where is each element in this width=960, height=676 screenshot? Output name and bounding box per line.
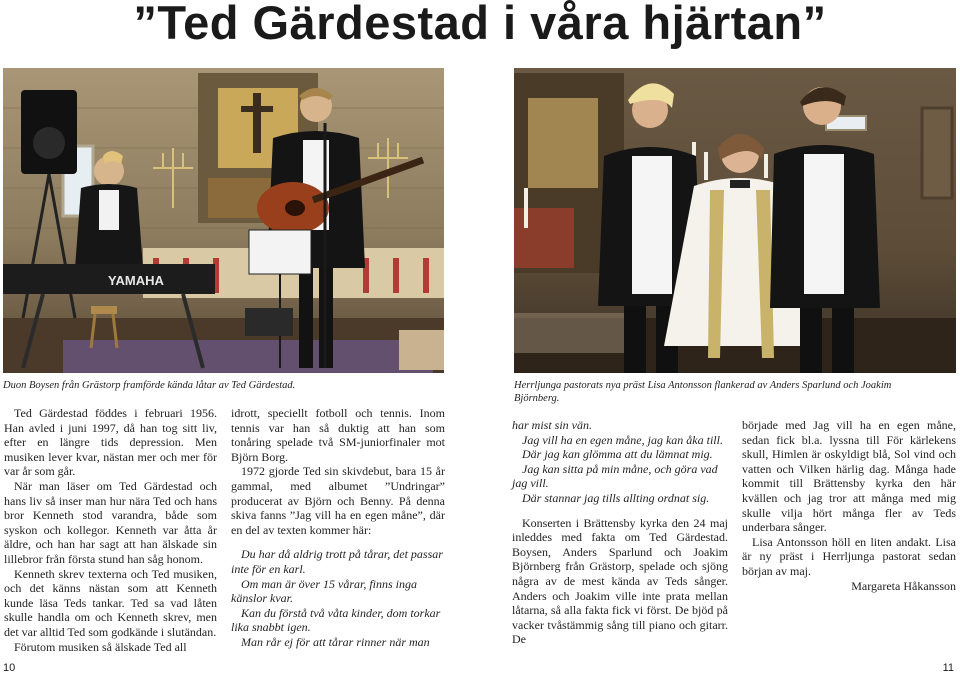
text-column-4 [742, 418, 956, 593]
paragraph: började med Jag vill ha en egen måne, sedan fick bl.a. lyssna till För kärlekens skull, Himlen är oskyldigt blå, Sol vind och vatten och Vilken härlig dag. Många hade kommit till Brättensby kyrka den här kvällen och jag tror att många med mig skulle vilja hört många fler av Teds underbara sånger. [742, 418, 956, 535]
paragraph: Kenneth skrev texterna och Ted musiken, och det känns nästan som att Kenneth kunde läsa Teds tankar. Ted sa vad låten skulle handla om och Kenneth skrev, men det var alltid Ted som godkände i slutändan. [4, 566, 217, 639]
text-column-2 [231, 406, 445, 650]
paragraph: Ted Gärdestad föddes i februari 1956. Han avled i juni 1997, då han tog sitt liv, efter en längre tids depression. Men musiken lever kvar, nästan mer och mer för var år som går. [4, 406, 217, 479]
lyric-line: Där stannar jag tills allting ordnat sig. [522, 490, 710, 505]
photo-caption-left: Duon Boysen från Grästorp framförde kända låtar av Ted Gärdestad. [3, 380, 296, 391]
lyric-line: Kan du förstå två våta kinder, dom torkar lika snabbt igen. [231, 605, 441, 635]
page-headline: ”Ted Gärdestad i våra hjärtan” [133, 0, 827, 49]
lyric-line: Där jag kan glömma att du lämnat mig. [522, 447, 713, 462]
photo-priest-and-duo [514, 68, 956, 373]
keyboard-brand-label: YAMAHA [108, 273, 164, 288]
lyric-line: Om man är över 15 vårar, finns inga känslor kvar. [231, 576, 417, 606]
paragraph: idrott, speciellt fotboll och tennis. Inom tennis var han så duktig att han som tonåring spelade två SM-juniorfinaler mot Björn Borg. [231, 406, 445, 464]
lyric-line: Du har då aldrig trott på tårar, det passar inte för en karl. [231, 547, 443, 576]
paragraph: Förutom musiken så älskade Ted all [14, 639, 187, 654]
paragraph: När man läser om Ted Gärdestad och hans liv så inser man hur nära Ted och hans bror Kenneth stod varandra, både som syskon och kollegor. Kenneth var åtta år äldre, och han har sagt att han älskade sin lillebror från första stund han såg honom. [4, 478, 217, 566]
paragraph: Lisa Antonsson höll en liten andakt. Lisa är ny präst i Herrljunga pastorat sedan början av maj. [742, 534, 956, 578]
paragraph: 1972 gjorde Ted sin skivdebut, bara 15 år gammal, med albumet ”Undringar” producerat av Björn och Benny. På denna skiva fanns ”Jag vill ha en egen måne”, där en del av texten kommer här: [231, 464, 445, 537]
paragraph: Konserten i Brättensby kyrka den 24 maj inleddes med fakta om Ted Gärdestad. Boysen, Anders Sparlund och Joakim Björnberg från Grästorp, spelade och sjöng några av de mest kända av Teds sånger. Anders och Joakim ville inte prata mellan låtarna, så alla fakta fick vi först. De bjöd på vacker tvåstämmig sång till piano och gitarr. De [512, 515, 728, 647]
page-number-left: 10 [3, 662, 16, 674]
lyric-line: Jag kan sitta på min måne, och göra vad jag vill. [512, 461, 718, 491]
lyric-line: Man rår ej för att tårar rinner när man [241, 634, 430, 649]
text-column-1 [4, 406, 217, 654]
author-signature: Margareta Håkansson [851, 578, 956, 593]
lyric-line: har mist sin vän. [512, 418, 593, 432]
lyric-line: Jag vill ha en egen måne, jag kan åka till. [522, 432, 723, 447]
text-column-3 [512, 418, 728, 647]
photo-caption-right: Herrljunga pastorats nya präst Lisa Antonsson flankerad av Anders Sparlund och Joakim Björnberg. [514, 380, 892, 404]
page-number-right: 11 [942, 662, 954, 674]
photo-duo-performing [3, 68, 444, 373]
